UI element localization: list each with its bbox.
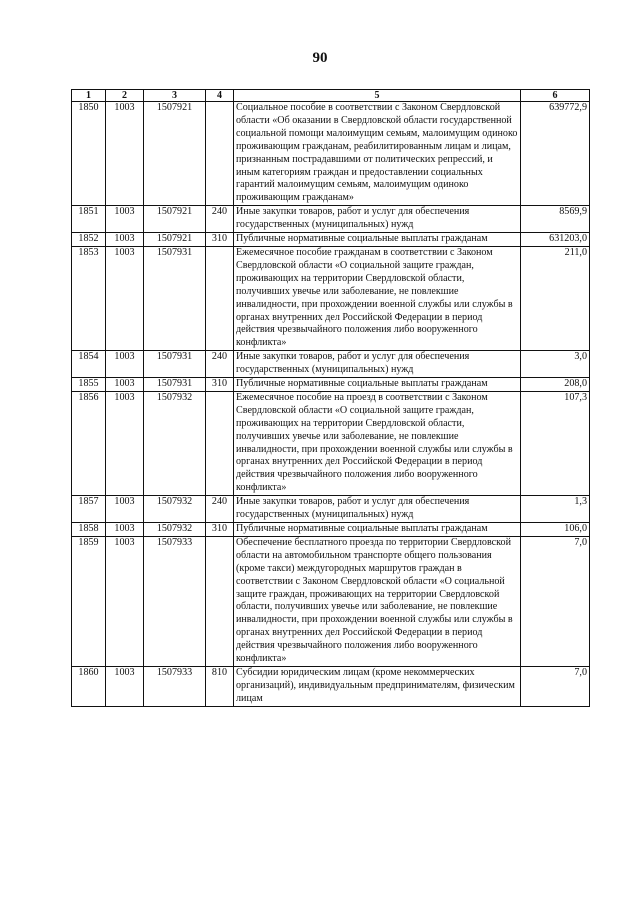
row-number-cell: 1853 [72,246,106,350]
description-cell: Ежемесячное пособие гражданам в соответствии с Законом Свердловской области «О социальной защите граждан, проживающих на территории Свердловской области, получивших увечье или заболевание, не повлекшие инвалидности, при прохождении военной службы или службы в органах внутренних дел Российской Федерации в период действия чрезвычайного положения либо вооруженного конфликта» [234,246,521,350]
expense-type-cell [206,391,234,495]
amount-cell: 8569,9 [521,206,590,233]
target-item-code-cell: 1507932 [144,496,206,523]
row-number-cell: 1860 [72,666,106,706]
amount-cell: 3,0 [521,351,590,378]
description-cell: Обеспечение бесплатного проезда по территории Свердловской области на автомобильном транспорте общего пользования (кроме такси) междугородных маршрутов граждан в соответствии с Законом Свердловской области «О социальной защите граждан, проживающих на территории Свердловской области, получивших увечье или заболевание, не повлекшие инвалидности, при прохождении военной службы или службы в органах внутренних дел Российской Федерации в период действия чрезвычайного положения либо вооруженного конфликта» [234,536,521,666]
header-row [72,90,590,102]
description-cell: Иные закупки товаров, работ и услуг для обеспечения государственных (муниципальных) нужд [234,496,521,523]
description-cell: Публичные нормативные социальные выплаты гражданам [234,523,521,537]
section-code-cell: 1003 [106,378,144,392]
expense-type-cell: 240 [206,496,234,523]
section-code-cell: 1003 [106,246,144,350]
row-number-cell: 1851 [72,206,106,233]
row-number-cell: 1850 [72,102,106,206]
amount-cell: 106,0 [521,523,590,537]
row-number-cell: 1854 [72,351,106,378]
table-row [72,246,590,350]
target-item-code-cell: 1507931 [144,246,206,350]
expense-type-cell: 310 [206,378,234,392]
row-number-cell: 1855 [72,378,106,392]
target-item-code-cell: 1507931 [144,351,206,378]
row-number-cell: 1857 [72,496,106,523]
description-cell: Публичные нормативные социальные выплаты гражданам [234,378,521,392]
table-row [72,496,590,523]
budget-table [71,89,590,707]
section-code-cell: 1003 [106,391,144,495]
section-code-cell: 1003 [106,666,144,706]
description-cell: Иные закупки товаров, работ и услуг для обеспечения государственных (муниципальных) нужд [234,206,521,233]
expense-type-cell: 310 [206,233,234,247]
amount-cell: 107,3 [521,391,590,495]
target-item-code-cell: 1507931 [144,378,206,392]
description-cell: Иные закупки товаров, работ и услуг для обеспечения государственных (муниципальных) нужд [234,351,521,378]
target-item-code-cell: 1507933 [144,536,206,666]
section-code-cell: 1003 [106,536,144,666]
row-number-cell: 1859 [72,536,106,666]
column-header: 5 [234,90,521,102]
table-row [72,536,590,666]
table-row [72,233,590,247]
amount-cell: 7,0 [521,536,590,666]
row-number-cell: 1858 [72,523,106,537]
amount-cell: 639772,9 [521,102,590,206]
table-row [72,102,590,206]
column-header: 6 [521,90,590,102]
table-row [72,666,590,706]
target-item-code-cell: 1507932 [144,523,206,537]
section-code-cell: 1003 [106,102,144,206]
table-row [72,391,590,495]
expense-type-cell: 240 [206,206,234,233]
column-header: 4 [206,90,234,102]
section-code-cell: 1003 [106,351,144,378]
table-row [72,378,590,392]
row-number-cell: 1852 [72,233,106,247]
column-header: 2 [106,90,144,102]
target-item-code-cell: 1507933 [144,666,206,706]
target-item-code-cell: 1507921 [144,206,206,233]
target-item-code-cell: 1507921 [144,233,206,247]
expense-type-cell [206,536,234,666]
expense-type-cell: 310 [206,523,234,537]
column-header: 3 [144,90,206,102]
amount-cell: 211,0 [521,246,590,350]
expense-type-cell [206,246,234,350]
page-number: 90 [312,50,328,66]
description-cell: Социальное пособие в соответствии с Законом Свердловской области «Об оказании в Свердловской области государственной социальной помощи малоимущим семьям, малоимущим одиноко проживающим гражданам, реабилитированным лицам и лицам, признанным пострадавшими от политических репрессий, и иным категориям граждан и предоставлении социальных гарантий малоимущим семьям, малоимущим одиноко проживающим гражданам» [234,102,521,206]
section-code-cell: 1003 [106,233,144,247]
expense-type-cell: 240 [206,351,234,378]
column-header: 1 [72,90,106,102]
amount-cell: 208,0 [521,378,590,392]
row-number-cell: 1856 [72,391,106,495]
description-cell: Субсидии юридическим лицам (кроме некоммерческих организаций), индивидуальным предпринимателям, физическим лицам [234,666,521,706]
section-code-cell: 1003 [106,206,144,233]
target-item-code-cell: 1507932 [144,391,206,495]
expense-type-cell: 810 [206,666,234,706]
section-code-cell: 1003 [106,523,144,537]
section-code-cell: 1003 [106,496,144,523]
amount-cell: 1,3 [521,496,590,523]
amount-cell: 631203,0 [521,233,590,247]
target-item-code-cell: 1507921 [144,102,206,206]
table-row [72,351,590,378]
table-row [72,206,590,233]
description-cell: Публичные нормативные социальные выплаты гражданам [234,233,521,247]
amount-cell: 7,0 [521,666,590,706]
description-cell: Ежемесячное пособие на проезд в соответствии с Законом Свердловской области «О социальной защите граждан, проживающих на территории Свердловской области, получивших увечье или заболевание, не повлекшие инвалидности, при прохождении военной службы или службы в органах внутренних дел Российской Федерации в период действия чрезвычайного положения либо вооруженного конфликта» [234,391,521,495]
table-row [72,523,590,537]
expense-type-cell [206,102,234,206]
